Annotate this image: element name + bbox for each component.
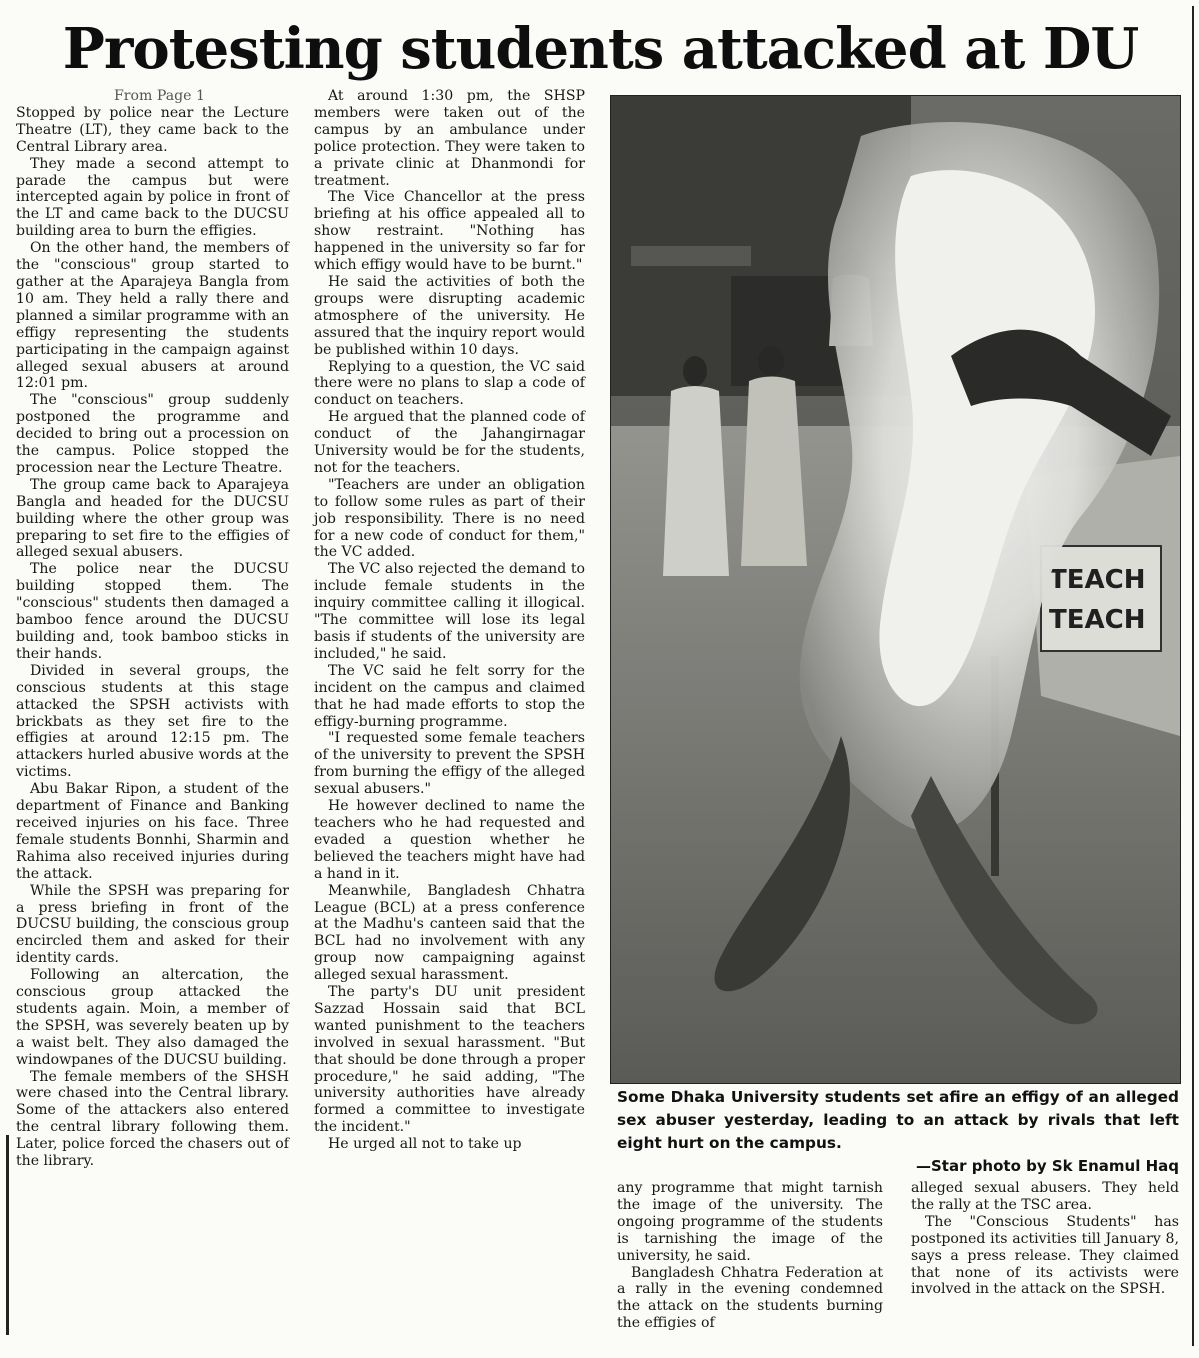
column-1 [16,88,289,1170]
paragraph: Replying to a question, the VC said there were no plans to slap a code of conduct on teachers. [314,358,585,409]
paragraph: At around 1:30 pm, the SHSP members were taken out of the campus by an ambulance under police protection. They were taken to a private clinic at Dhanmondi for treatment. [314,88,585,189]
paragraph: The VC said he felt sorry for the incident on the campus and claimed that he had made efforts to stop the effigy-burning programme. [314,662,585,730]
paragraph: On the other hand, the members of the "conscious" group started to gather at the Aparajeya Bangla from 10 am. They held a rally there and planned a similar programme with an effigy representing the students participating in the campaign against alleged sexual abusers at around 12:01 pm. [16,240,289,392]
paragraph: The police near the DUCSU building stopped them. The "conscious" students then damaged a bamboo fence around the DUCSU building and, took bamboo sticks in their hands. [16,561,289,662]
paragraph: The party's DU unit president Sazzad Hossain said that BCL wanted punishment to the teachers involved in sexual harassment. "But that should be done through a proper procedure," he said adding, "The university authorities have already formed a committee to investigate the incident." [314,984,585,1136]
effigy-burning-photo [611,96,1180,1083]
paragraph: The group came back to Aparajeya Bangla and headed for the DUCSU building where the other group was preparing to set fire to the effigies of alleged sexual abusers. [16,476,289,561]
paragraph: The female members of the SHSH were chased into the Central library. Some of the attackers also entered the central library following them. Later, police forced the chasers out of the library. [16,1068,289,1170]
paragraph: alleged sexual abusers. They held the rally at the TSC area. [911,1180,1179,1213]
paragraph: He however declined to name the teachers who he had requested and evaded a question whether he believed the teachers might have had a hand in it. [314,798,585,882]
news-photo [610,95,1181,1084]
paragraph: Stopped by police near the Lecture Theatre (LT), they came back to the Central Library area. [16,104,289,155]
paragraph: Meanwhile, Bangladesh Chhatra League (BCL) at a press conference at the Madhu's canteen said that the BCL had no involvement with any group now campaigning against alleged sexual harassment. [314,882,585,984]
sign-text: TEACH [1049,605,1146,635]
paragraph: He said the activities of both the groups were disrupting academic atmosphere of the university. He assured that the inquiry report would be published within 10 days. [314,273,585,358]
column-4 [911,1180,1179,1298]
paragraph: They made a second attempt to parade the campus but were intercepted again by police in front of the LT and came back to the DUCSU building area to burn the effigies. [16,155,289,240]
left-border-rule [6,1135,9,1335]
photo-credit: —Star photo by Sk Enamul Haq [915,1157,1179,1175]
column-3 [617,1180,883,1332]
paragraph: Divided in several groups, the conscious students at this stage attacked the SPSH activists with brickbats as they set fire to the effigies at around 12:15 pm. The attackers hurled abusive words at the victims. [16,662,289,781]
grain-overlay [611,96,1180,1083]
column-2 [314,88,585,1153]
paragraph: "Teachers are under an obligation to follow some rules as part of their job responsibility. There is no need for a new code of conduct for them," the VC added. [314,476,585,561]
paragraph: He argued that the planned code of conduct of the Jahangirnagar University would be for the students, not for the teachers. [314,409,585,476]
paragraph: The Vice Chancellor at the press briefing at his office appealed all to show restraint. "Nothing has happened in the university so far for which effigy would have to be burnt." [314,189,585,274]
paragraph: Abu Bakar Ripon, a student of the department of Finance and Banking received injuries on his face. Three female students Bonnhi, Sharmin and Rahima also received injuries during the attack. [16,781,289,882]
dateline: From Page 1 [114,88,205,104]
right-border-rule [1192,6,1194,1346]
paragraph: Following an altercation, the conscious group attacked the students again. Moin, a member of the SPSH, was severely beaten up by a waist belt. They also damaged the windowpanes of the DUCSU building. [16,967,289,1068]
paragraph: The VC also rejected the demand to include female students in the inquiry committee calling it illogical. "The committee will lose its legal basis if students of the university are included," he said. [314,561,585,662]
paragraph: any programme that might tarnish the image of the university. The ongoing programme of the students is tarnishing the image of the university, he said. [617,1180,883,1264]
caption-text: Some Dhaka University students set afire an effigy of an alleged sex abuser yesterday, leading to an attack by rivals that left eight hurt on the campus. [617,1088,1179,1152]
paragraph: The "conscious" group suddenly postponed the programme and decided to bring out a procession on the campus. Police stopped the procession near the Lecture Theatre. [16,392,289,476]
paragraph: The "Conscious Students" has postponed its activities till January 8, says a press release. They claimed that none of its activists were involved in the attack on the SPSH. [911,1213,1179,1298]
headline: Protesting students attacked at DU [62,16,1139,82]
paragraph: While the SPSH was preparing for a press briefing in front of the DUCSU building, the conscious group encircled them and asked for their identity cards. [16,882,289,967]
paragraph: Bangladesh Chhatra Federation at a rally in the evening condemned the attack on the students burning the effigies of [617,1264,883,1332]
sign-text: TEACH [1049,565,1146,595]
paragraph: "I requested some female teachers of the university to prevent the SPSH from burning the effigy of the alleged sexual abusers." [314,730,585,798]
paragraph: He urged all not to take up [328,1136,522,1153]
photo-caption [617,1086,1179,1177]
